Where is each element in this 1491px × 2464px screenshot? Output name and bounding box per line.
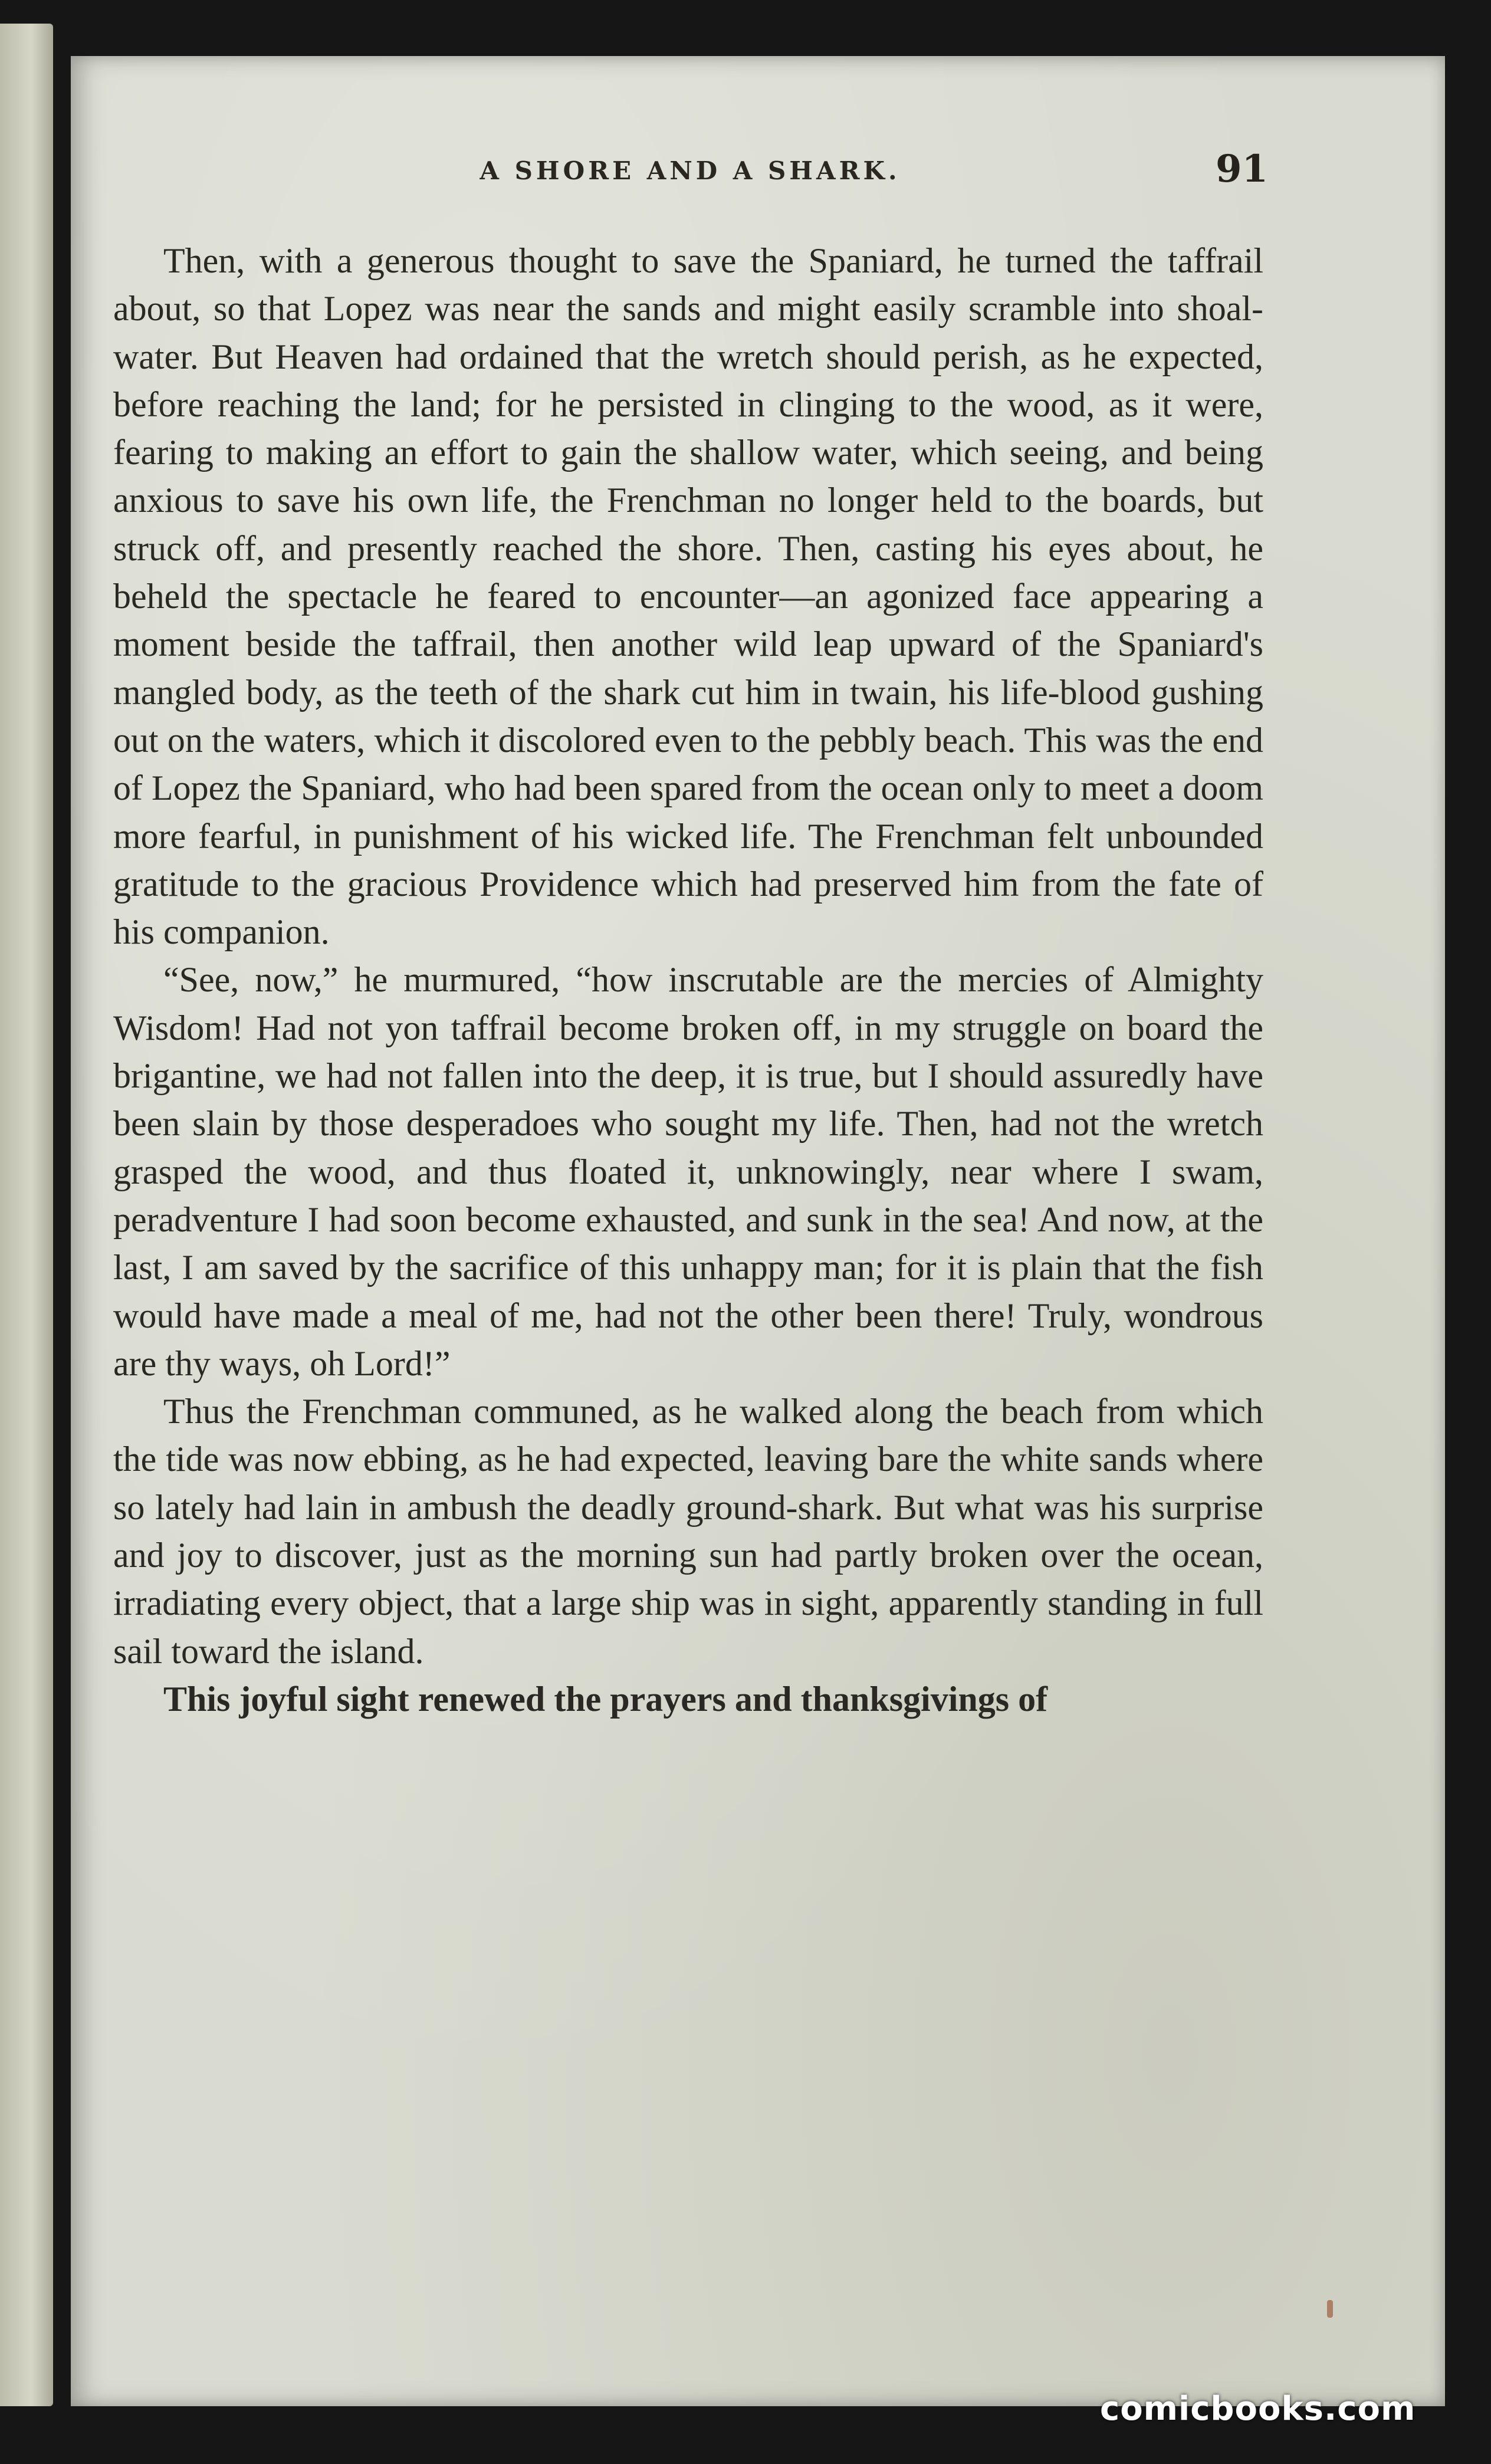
paragraph-3: Thus the Frenchman communed, as he walked along the beach from which the tide was now ebbing, as he had expected, leaving bare the white sands where so lately had lain in ambush the deadly ground-shark. But what was his surprise and joy to discover, just as the morning sun had partly broken over the ocean, irradiating every object, that a large ship was in sight, apparently standing in full sail toward the island. [113,1392,1263,1671]
left-page-edge [0,24,53,2406]
paragraph-2: “See, now,” he murmured, “how inscrutable are the mercies of Almighty Wisdom! Had not yon taffrail become broken off, in my struggle on board the brigantine, we had not fallen into the deep, it is true, but I should assuredly have been slain by those desperadoes who sought my life. Then, had not the wretch grasped the wood, and thus floated it, unknowingly, near where I swam, peradventure I had soon become exhausted, and sunk in the sea! And now, at the last, I am saved by the sacrifice of this unhappy man; for it is plain that the fish would have made a meal of me, had not the other been there! Truly, wondrous are thy ways, oh Lord!” [113,960,1263,1383]
paragraph-4: This joyful sight renewed the prayers and thanksgivings of [163,1679,1048,1719]
paragraph-1: Then, with a generous thought to save the Spaniard, he turned the taffrail about, so that Lopez was near the sands and might easily scramble into shoal-water. But Heaven had ordained that the wretch should perish, as he expected, before reaching the land; for he persisted in clinging to the wood, as it were, fearing to making an effort to gain the shallow water, which seeing, and being anxious to save his own life, the Frenchman no longer held to the boards, but struck off, and presently reached the shore. Then, casting his eyes about, he beheld the spectacle he feared to encounter—an agonized face appearing a moment beside the taffrail, then another wild leap upward of the Spaniard's mangled body, as the teeth of the shark cut him in twain, his life-blood gushing out on the waters, which it discolored even to the pebbly beach. This was the end of Lopez the Spaniard, who had been spared from the ocean only to meet a doom more fearful, in punishment of his wicked life. The Frenchman felt unbounded gratitude to the gracious Providence which had preserved him from the fate of his companion. [113,241,1263,952]
page-header [112,147,1268,203]
page-number: 91 [1215,147,1268,191]
running-head: A SHORE AND A SHARK. [480,156,901,185]
watermark: comicbooks.com [1100,2390,1416,2428]
body-text [113,237,1263,1723]
paper-stain [1327,2300,1333,2318]
